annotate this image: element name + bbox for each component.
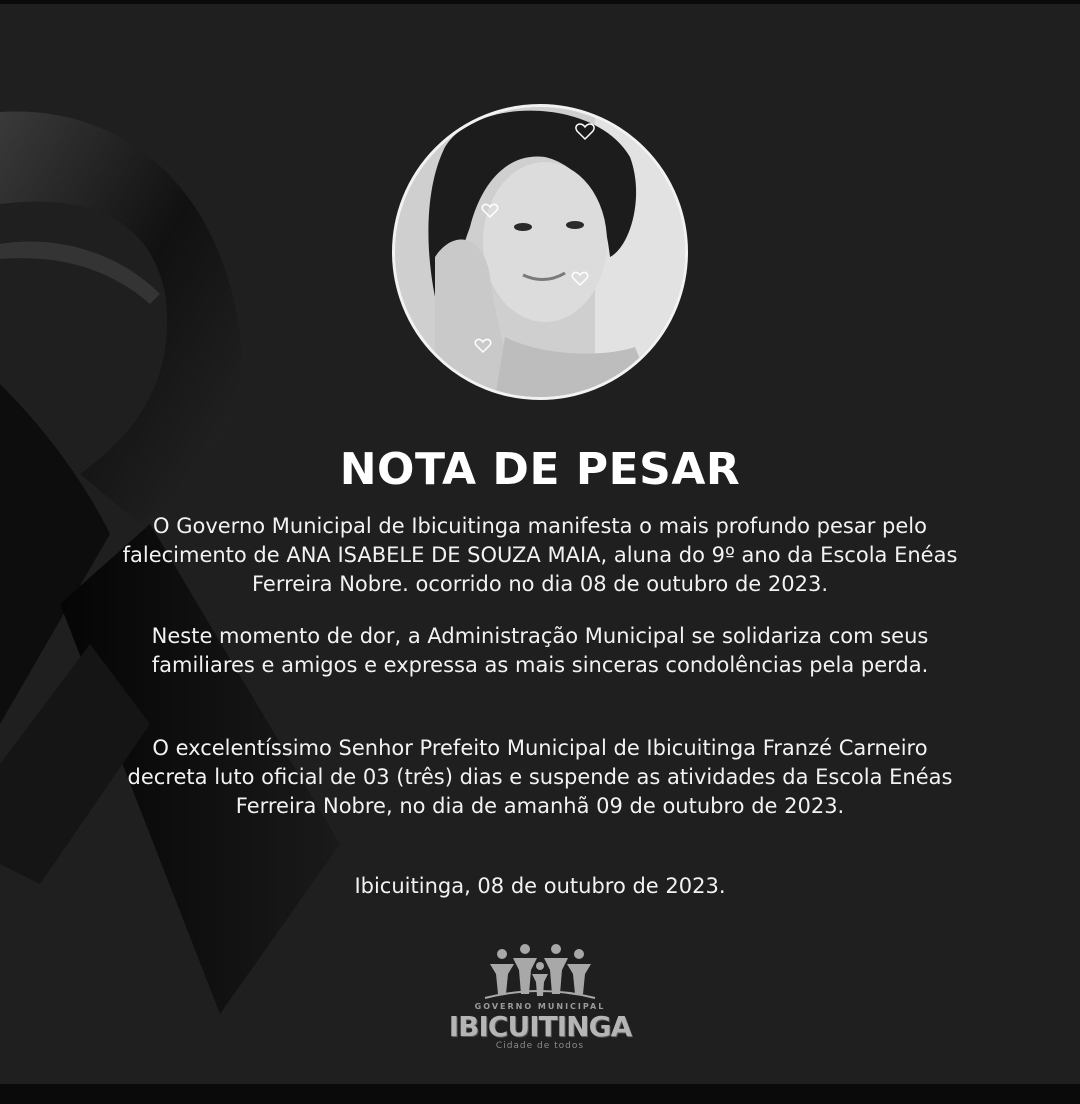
portrait-photo <box>392 104 688 400</box>
notice-paragraph-2: Neste momento de dor, a Administração Municipal se solidariza com seus familiares e amigos e expressa as mais sinceras condolências pela perda. <box>151 624 929 677</box>
notice-paragraph-1: O Governo Municipal de Ibicuitinga manifesta o mais profundo pesar pelo falecimento de ANA ISABELE DE SOUZA MAIA, aluna do 9º ano da Escola Enéas Ferreira Nobre. ocorrido no dia 08 de outubro de 2023. <box>122 514 958 596</box>
notice-paragraph-3: O excelentíssimo Senhor Prefeito Municipal de Ibicuitinga Franzé Carneiro decreta luto oficial de 03 (três) dias e suspende as atividades da Escola Enéas Ferreira Nobre, no dia de amanhã 09 de outubro de 2023. <box>127 736 953 818</box>
logo-main-text: IBICUITINGA <box>448 1010 632 1043</box>
people-figures-icon <box>480 944 600 1000</box>
notice-title: NOTA DE PESAR <box>339 444 741 495</box>
notice-date-line: Ibicuitinga, 08 de outubro de 2023. <box>354 874 726 898</box>
logo-sub-text: Cidade de todos <box>495 1041 585 1051</box>
logo-top-text: GOVERNO MUNICIPAL <box>474 1002 606 1011</box>
mourning-notice-card <box>0 4 1080 1084</box>
portrait-image <box>395 107 685 397</box>
municipal-logo <box>430 944 650 1054</box>
